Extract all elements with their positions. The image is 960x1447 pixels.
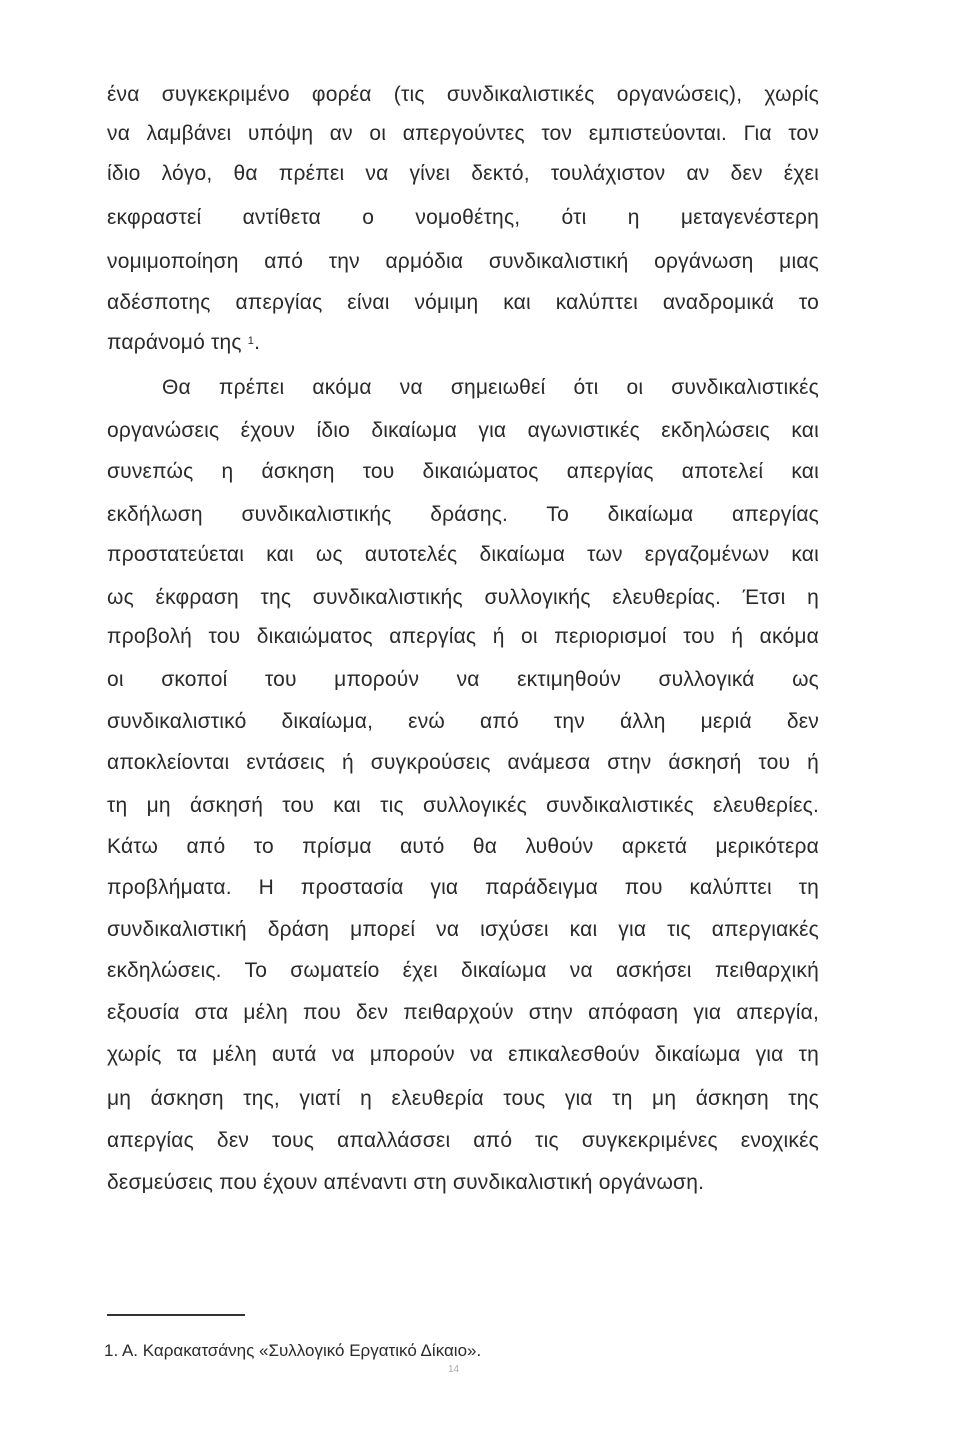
body-line-12: προστατεύεται και ως αυτοτελές δικαίωμα των εργαζομένων και [107, 543, 819, 566]
body-line-1: ένα συγκεκριμένο φορέα (τις συνδικαλιστικές οργανώσεις), χωρίς [107, 83, 819, 106]
body-line-27: δεσμεύσεις που έχουν απέναντι στη συνδικαλιστική οργάνωση. [107, 1171, 705, 1194]
footnote: 1. Α. Καρακατσάνης «Συλλογικό Εργατικό Δίκαιο». [104, 1341, 482, 1360]
body-line-25: μη άσκηση της, γιατί η ελευθερία τους για τη μη άσκηση της [107, 1087, 819, 1110]
page-number: 14 [448, 1364, 460, 1375]
footnote-reference-suffix: . [254, 331, 261, 354]
body-line-8: Θα πρέπει ακόμα να σημειωθεί ότι οι συνδικαλιστικές [162, 376, 819, 399]
body-line-16: συνδικαλιστικό δικαίωμα, ενώ από την άλλη μεριά δεν [107, 710, 819, 733]
body-line-7 [107, 330, 260, 356]
body-line-14: προβολή του δικαιώματος απεργίας ή οι περιορισμοί του ή ακόμα [107, 625, 819, 648]
footnote-separator [107, 1314, 245, 1316]
body-line-20: προβλήματα. Η προστασία για παράδειγμα που καλύπτει τη [107, 876, 819, 899]
body-line-24: χωρίς τα μέλη αυτά να μπορούν να επικαλεσθούν δικαίωμα για τη [107, 1043, 819, 1066]
body-line-17: αποκλείονται εντάσεις ή συγκρούσεις ανάμεσα στην άσκησή του ή [107, 751, 819, 774]
body-line-18: τη μη άσκησή του και τις συλλογικές συνδικαλιστικές ελευθερίες. [107, 794, 819, 817]
body-line-21: συνδικαλιστική δράση μπορεί να ισχύσει και για τις απεργιακές [107, 918, 819, 941]
body-line-4: εκφραστεί αντίθετα ο νομοθέτης, ότι η μεταγενέστερη [107, 206, 819, 229]
body-line-26: απεργίας δεν τους απαλλάσσει από τις συγκεκριμένες ενοχικές [107, 1129, 819, 1152]
body-line-10: συνεπώς η άσκηση του δικαιώματος απεργίας αποτελεί και [107, 460, 819, 483]
footnote-reference: 1 [247, 335, 255, 347]
body-line-13: ως έκφραση της συνδικαλιστικής συλλογικής ελευθερίας. Έτσι η [107, 586, 819, 609]
body-line-23: εξουσία στα μέλη που δεν πειθαρχούν στην απόφαση για απεργία, [107, 1001, 819, 1024]
body-line-7-text: παράνομό της [107, 331, 242, 354]
body-line-22: εκδηλώσεις. Το σωματείο έχει δικαίωμα να ασκήσει πειθαρχική [107, 959, 819, 982]
body-line-3: ίδιο λόγο, θα πρέπει να γίνει δεκτό, τουλάχιστον αν δεν έχει [107, 162, 819, 185]
body-line-6: αδέσποτης απεργίας είναι νόμιμη και καλύπτει αναδρομικά το [107, 291, 819, 314]
body-line-11: εκδήλωση συνδικαλιστικής δράσης. Το δικαίωμα απεργίας [107, 503, 819, 526]
body-line-9: οργανώσεις έχουν ίδιο δικαίωμα για αγωνιστικές εκδηλώσεις και [107, 419, 819, 442]
body-line-19: Κάτω από το πρίσμα αυτό θα λυθούν αρκετά μερικότερα [107, 835, 819, 858]
body-line-5: νομιμοποίηση από την αρμόδια συνδικαλιστική οργάνωση μιας [107, 250, 819, 273]
body-line-15: οι σκοποί του μπορούν να εκτιμηθούν συλλογικά ως [107, 668, 819, 691]
body-line-2: να λαμβάνει υπόψη αν οι απεργούντες τον εμπιστεύονται. Για τον [107, 122, 819, 145]
